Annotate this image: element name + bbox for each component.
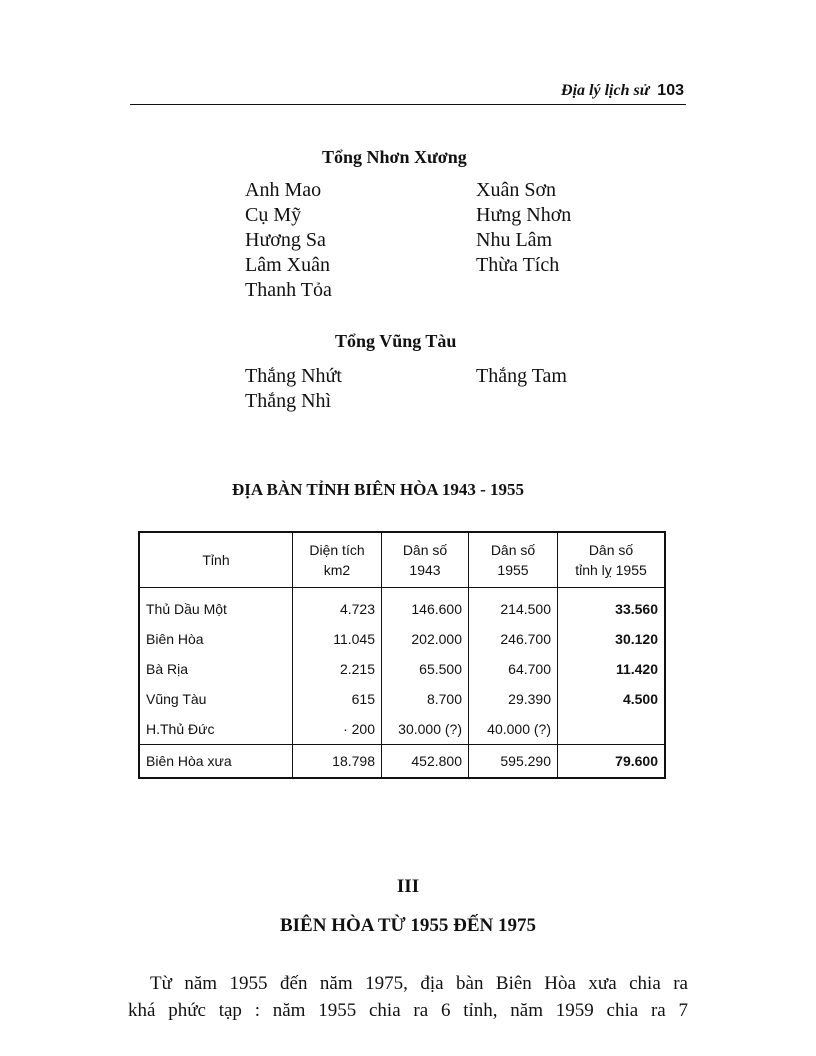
village-list-right-1 [476, 178, 571, 278]
village-list-left-1 [245, 178, 332, 303]
cell-province: Biên Hòa xưa [139, 745, 293, 779]
village-name: Anh Mao [245, 179, 322, 201]
running-title: Địa lý lịch sử [561, 82, 650, 99]
section-title-vung-tau: Tổng Vũng Tàu [335, 331, 457, 351]
cell-pop-1943: 452.800 [382, 745, 469, 779]
village-name: Xuân Sơn [476, 179, 557, 201]
header-pop-1943: Dân số 1943 [382, 532, 469, 588]
cell-pop-1955: 595.290 [469, 745, 558, 779]
table-title: ĐỊA BÀN TỈNH BIÊN HÒA 1943 - 1955 [232, 480, 525, 499]
village-name: Thanh Tỏa [245, 279, 332, 301]
cell-pop-capital: 33.560 [558, 588, 666, 625]
header-area: Diện tích km2 [293, 532, 382, 588]
cell-pop-1943: 8.700 [382, 684, 469, 714]
province-data-table [138, 531, 666, 779]
paragraph-line: khá phức tạp : năm 1955 chia ra 6 tỉnh, năm 1959 chia ra 7 [128, 1000, 688, 1021]
table-total-row [139, 745, 665, 779]
village-name: Hương Sa [245, 229, 326, 251]
cell-province: H.Thủ Đức [139, 714, 293, 745]
cell-pop-1943: 65.500 [382, 654, 469, 684]
header-pop-capital-1955: Dân số tỉnh lỵ 1955 [558, 532, 666, 588]
header-province: Tỉnh [139, 532, 293, 588]
cell-province: Biên Hòa [139, 624, 293, 654]
cell-pop-capital: 30.120 [558, 624, 666, 654]
table-row [139, 714, 665, 745]
cell-pop-1943: 30.000 (?) [382, 714, 469, 745]
chapter-title: BIÊN HÒA TỪ 1955 ĐẾN 1975 [279, 915, 536, 936]
village-name: Thừa Tích [476, 254, 560, 276]
cell-area: 615 [293, 684, 382, 714]
village-name: Cụ Mỹ [245, 204, 302, 226]
cell-area: 4.723 [293, 588, 382, 625]
village-name: Thắng Nhứt [245, 365, 342, 387]
village-name: Nhu Lâm [476, 229, 553, 251]
village-name: Lâm Xuân [245, 254, 330, 276]
running-header [561, 82, 684, 100]
table-row [139, 624, 665, 654]
table-header-row [139, 532, 665, 588]
section-title-nhon-xuong: Tổng Nhơn Xương [322, 147, 467, 167]
cell-province: Thủ Dầu Một [139, 588, 293, 625]
header-pop-1955: Dân số 1955 [469, 532, 558, 588]
cell-area: 2.215 [293, 654, 382, 684]
table-row [139, 684, 665, 714]
table-row [139, 654, 665, 684]
cell-pop-1955: 29.390 [469, 684, 558, 714]
cell-pop-1955: 214.500 [469, 588, 558, 625]
cell-pop-1943: 146.600 [382, 588, 469, 625]
header-rule [130, 104, 686, 105]
cell-pop-capital: 11.420 [558, 654, 666, 684]
paragraph-line: Từ năm 1955 đến năm 1975, địa bàn Biên Hòa xưa chia ra [150, 973, 688, 994]
body-paragraph [128, 970, 688, 1024]
cell-pop-1955: 40.000 (?) [469, 714, 558, 745]
cell-pop-capital: 79.600 [558, 745, 666, 779]
cell-province: Bà Rịa [139, 654, 293, 684]
page-number: 103 [657, 82, 684, 99]
village-name: Thắng Nhì [245, 390, 332, 412]
village-name: Hưng Nhơn [476, 204, 572, 226]
cell-area: 18.798 [293, 745, 382, 779]
cell-pop-1943: 202.000 [382, 624, 469, 654]
cell-pop-capital [558, 714, 666, 745]
cell-pop-1955: 246.700 [469, 624, 558, 654]
cell-province: Vũng Tàu [139, 684, 293, 714]
cell-pop-capital: 4.500 [558, 684, 666, 714]
village-list-left-2 [245, 364, 342, 414]
village-name: Thắng Tam [476, 365, 567, 387]
chapter-number: III [396, 876, 420, 897]
cell-area: · 200 [293, 714, 382, 745]
cell-area: 11.045 [293, 624, 382, 654]
table-row [139, 588, 665, 625]
cell-pop-1955: 64.700 [469, 654, 558, 684]
village-list-right-2 [476, 364, 567, 389]
